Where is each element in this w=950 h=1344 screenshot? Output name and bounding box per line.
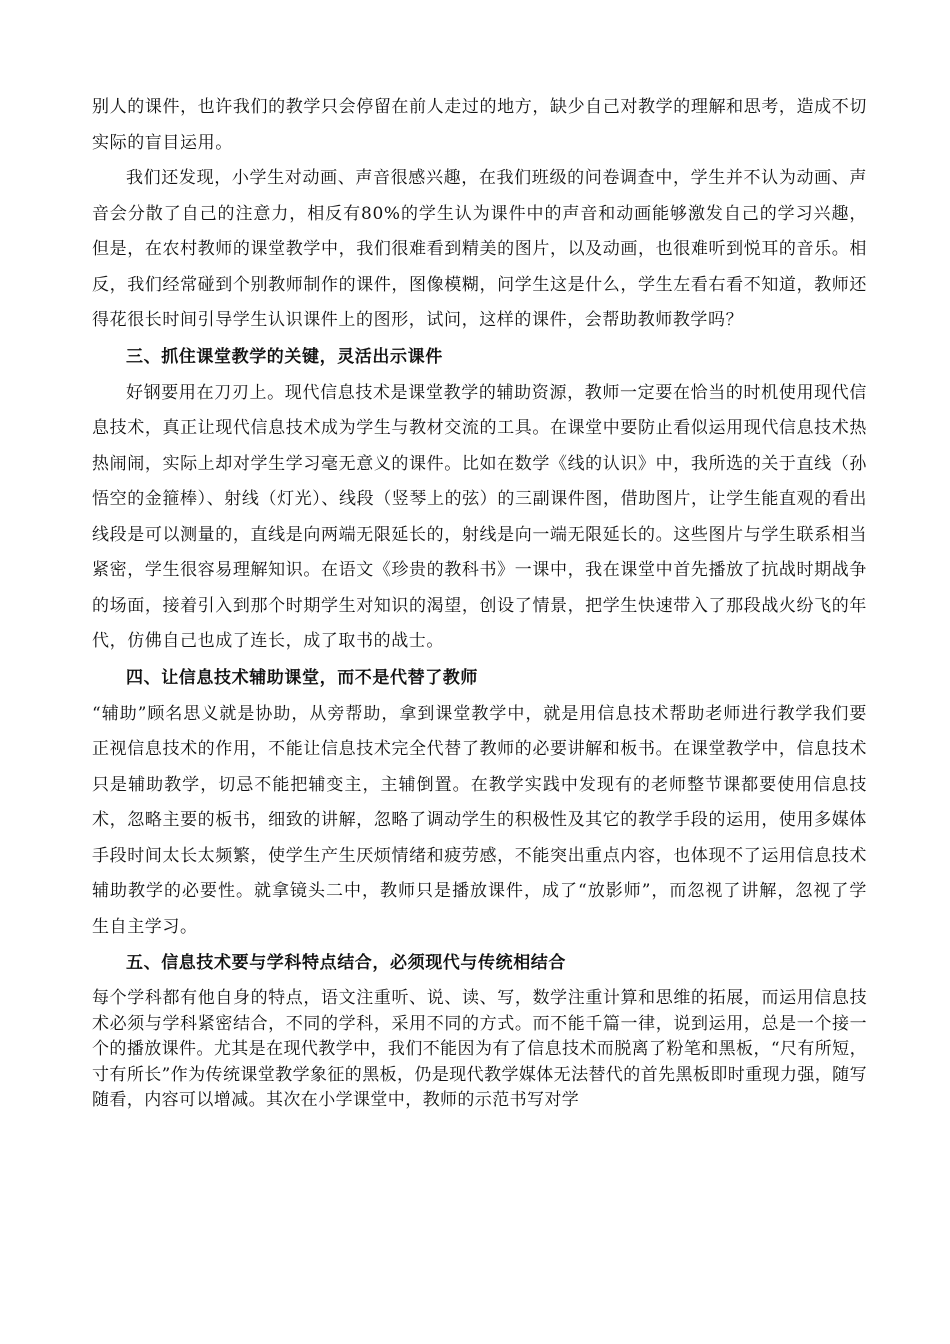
- paragraph-animation-sound: 我们还发现，小学生对动画、声音很感兴趣，在我们班级的问卷调查中，学生并不认为动画、声音会分散了自己的注意力，相反有80%的学生认为课件中的声音和动画能够激发自己的学习兴趣，但是，在农村教师的课堂教学中，我们很难看到精美的图片，以及动画，也很难听到悦耳的音乐。相反，我们经常碰到个别教师制作的课件，图像模糊，问学生这是什么，学生左看右看不知道，教师还得花很长时间引导学生认识课件上的图形，试问，这样的课件，会帮助教师教学吗？: [92, 168, 867, 330]
- document-page: [92, 90, 867, 1114]
- paragraph-assist-not-replace: “辅助”顾名思义就是协助，从旁帮助，拿到课堂教学中，就是用信息技术帮助老师进行教学我们要正视信息技术的作用，不能让信息技术完全代替了教师的必要讲解和板书。在课堂教学中，信息技术只是辅助教学，切忌不能把辅变主，主辅倒置。在教学实践中发现有的老师整节课都要使用信息技术，忽略主要的板书，细致的讲解，忽略了调动学生的积极性及其它的教学手段的运用，使用多媒体手段时间太长太频繁，使学生产生厌烦情绪和疲劳感，不能突出重点内容，也体现不了运用信息技术辅助教学的必要性。就拿镜头二中，教师只是播放课件，成了“放影师”，而忽视了讲解，忽视了学生自主学习。: [92, 703, 867, 937]
- paragraph-subject-features: 每个学科都有他自身的特点，语文注重听、说、读、写，数学注重计算和思维的拓展，而运用信息技术必须与学科紧密结合，不同的学科，采用不同的方式。而不能千篇一律，说到运用，总是一个接一个的播放课件。尤其是在现代教学中，我们不能因为有了信息技术而脱离了粉笔和黑板，“尺有所短，寸有所长”作为传统课堂教学象征的黑板，仍是现代教学媒体无法替代的首先黑板即时重现力强，随写随看，内容可以增减。其次在小学课堂中，教师的示范书写对学: [92, 988, 867, 1110]
- section-heading-5: 五、信息技术要与学科特点结合，必须现代与传统相结合: [126, 953, 566, 973]
- section-heading-4: 四、让信息技术辅助课堂，而不是代替了教师: [126, 667, 478, 688]
- paragraph-continuation: 别人的课件，也许我们的教学只会停留在前人走过的地方，缺少自己对教学的理解和思考，造成不切实际的盲目运用。: [92, 97, 867, 153]
- paragraph-key-moments: 好钢要用在刀刃上。现代信息技术是课堂教学的辅助资源，教师一定要在恰当的时机使用现代信息技术，真正让现代信息技术成为学生与教材交流的工具。在课堂中要防止看似运用现代信息技术热热闹闹，实际上却对学生学习毫无意义的课件。比如在数学《线的认识》中，我所选的关于直线（孙悟空的金箍棒）、射线（灯光）、线段（竖琴上的弦）的三副课件图，借助图片，让学生能直观的看出线段是可以测量的，直线是向两端无限延长的，射线是向一端无限延长的。这些图片与学生联系相当紧密，学生很容易理解知识。在语文《珍贵的教科书》一课中，我在课堂中首先播放了抗战时期战争的场面，接着引入到那个时期学生对知识的渴望，创设了情景，把学生快速带入了那段战火纷飞的年代，仿佛自己也成了连长，成了取书的战士。: [92, 382, 867, 651]
- section-heading-3: 三、抓住课堂教学的关键，灵活出示课件: [126, 346, 443, 367]
